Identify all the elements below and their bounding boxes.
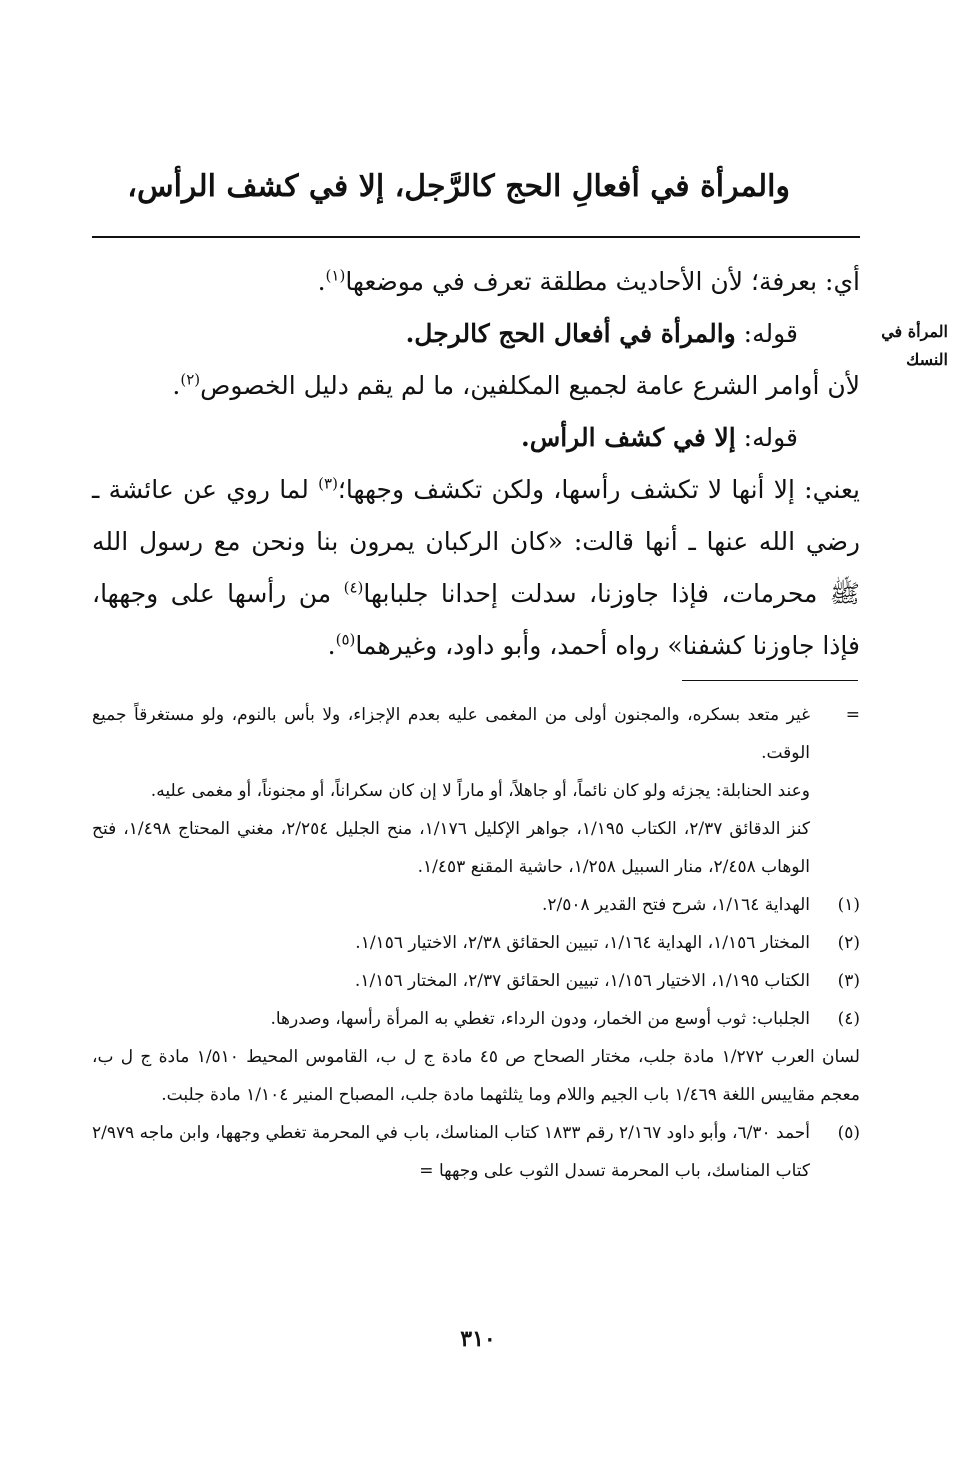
footnote-text: وعند الحنابلة: يجزئه ولو كان نائماً، أو جاهلاً، أو ماراً لا إن كان سكراناً، أو مجنوناً، أو مغمى عليه.: [150, 781, 810, 801]
footnote-ref-2[interactable]: (٢): [180, 370, 201, 389]
quote-prefix: قوله:: [735, 319, 798, 348]
page-number: ٣١٠: [460, 1326, 496, 1352]
footnote-text: المختار ١/١٥٦، الهداية ١/١٦٤، تبيين الحقائق ٢/٣٨، الاختيار ١/١٥٦.: [355, 933, 810, 953]
footnote-ref-5[interactable]: (٥): [335, 630, 356, 649]
footnote-text: لسان العرب ١/٢٧٢ مادة جلب، مختار الصحاح ص ٤٥ مادة ج ل ب، القاموس المحيط ١/٥١٠ مادة ج ل ب، معجم مقاييس اللغة ١/٤٦٩ باب الجيم واللام وما يثلثهما مادة جلب، المصباح المنير ١/١٠٤ مادة جلبت.: [92, 1047, 860, 1105]
paragraph-text: من رأسها على وجهها، فإذا جاوزنا كشفنا» رواه أحمد، وأبو داود، وغيرهما: [92, 579, 860, 660]
commentary-paragraph-2: [92, 360, 860, 412]
footnote-number: (١): [837, 895, 860, 915]
footnote-1: [92, 886, 860, 924]
footnote-divider: [682, 680, 858, 681]
footnotes: [92, 696, 860, 1190]
footnote-text: كنز الدقائق ٢/٣٧، الكتاب ١/١٩٥، جواهر الإكليل ١/١٧٦، منح الجليل ٢/٢٥٤، مغني المحتاج ١/٤٩٨، فتح الوهاب ٢/٤٥٨، منار السبيل ١/٢٥٨، حاشية المقنع ١/٤٥٣.: [92, 819, 811, 877]
matn-heading: والمرأة في أفعالِ الحج كالرَّجل، إلا في كشف الرأس،: [127, 169, 790, 204]
paragraph-text: يعني: إلا أنها لا تكشف رأسها، ولكن تكشف وجهها؛: [337, 475, 860, 504]
footnote-text: الجلباب: ثوب أوسع من الخمار، ودون الرداء، تغطي به المرأة رأسها، وصدرها.: [270, 1009, 810, 1029]
footnote-number: (٥): [837, 1123, 860, 1143]
footnote-4: [92, 1000, 860, 1038]
margin-note-line-2: النسك: [906, 350, 948, 369]
quote-text: والمرأة في أفعال الحج كالرجل.: [405, 319, 736, 348]
margin-note-line-1: المرأة في: [881, 322, 948, 341]
footnote-body: [92, 1000, 810, 1038]
footnote-text: الهداية ١/١٦٤، شرح فتح القدير ٢/٥٠٨.: [541, 895, 810, 915]
punctuation: .: [172, 371, 181, 400]
footnote-2: [92, 924, 860, 962]
footnote-text: غير متعد بسكره، والمجنون أولى من المغمى عليه بعدم الإجزاء، ولا بأس بالنوم، ولو مستغرقاً جميع الوقت.: [92, 705, 810, 763]
margin-note: [866, 318, 948, 374]
footnote-ref-4[interactable]: (٤): [343, 578, 364, 597]
footnote-continuation: [92, 696, 860, 886]
punctuation: .: [327, 631, 336, 660]
footnote-ref-3[interactable]: (٣): [318, 474, 338, 493]
footnote-4-sources: [92, 1038, 860, 1114]
footnote-3: [92, 962, 860, 1000]
paragraph-text: أي: بعرفة؛ لأن الأحاديث مطلقة تعرف في موضعها: [345, 267, 860, 296]
paragraph-text: لأن أوامر الشرع عامة لجميع المكلفين، ما لم يقم دليل الخصوص: [200, 371, 860, 400]
quote-line-2: [92, 412, 860, 464]
punctuation: .: [317, 267, 326, 296]
quote-line-1: [92, 308, 860, 360]
paragraph-text: لما روي عن عائشة ـ رضي الله عنها ـ أنها قالت: «كان الركبان يمرون بنا ونحن مع رسول الله ﷺ محرمات، فإذا جاوزنا، سدلت إحدانا جلبابها: [92, 475, 861, 608]
quote-text: إلا في كشف الرأس.: [521, 423, 736, 452]
quote-prefix: قوله:: [735, 423, 798, 452]
footnote-body: [92, 696, 810, 886]
commentary-body: [92, 256, 860, 672]
footnote-number: (٢): [837, 933, 860, 953]
footnote-number: (٤): [837, 1009, 860, 1029]
heading-divider: [92, 236, 860, 238]
footnote-text: الكتاب ١/١٩٥، الاختيار ١/١٥٦، تبيين الحقائق ٢/٣٧، المختار ١/١٥٦.: [354, 971, 810, 991]
footnote-ref-1[interactable]: (١): [325, 266, 346, 285]
footnote-number: (٣): [837, 971, 860, 991]
footnote-text: أحمد ٦/٣٠، وأبو داود ٢/١٦٧ رقم ١٨٣٣ كتاب المناسك، باب في المحرمة تغطي وجهها، وابن ماجه ٢/٩٧٩ كتاب المناسك، باب المحرمة تسدل الثوب على وجهها =: [92, 1123, 810, 1181]
continuation-marker: =: [845, 705, 860, 725]
footnote-5: [92, 1114, 860, 1190]
commentary-paragraph-1: [92, 256, 860, 308]
commentary-paragraph-3: [92, 464, 860, 672]
